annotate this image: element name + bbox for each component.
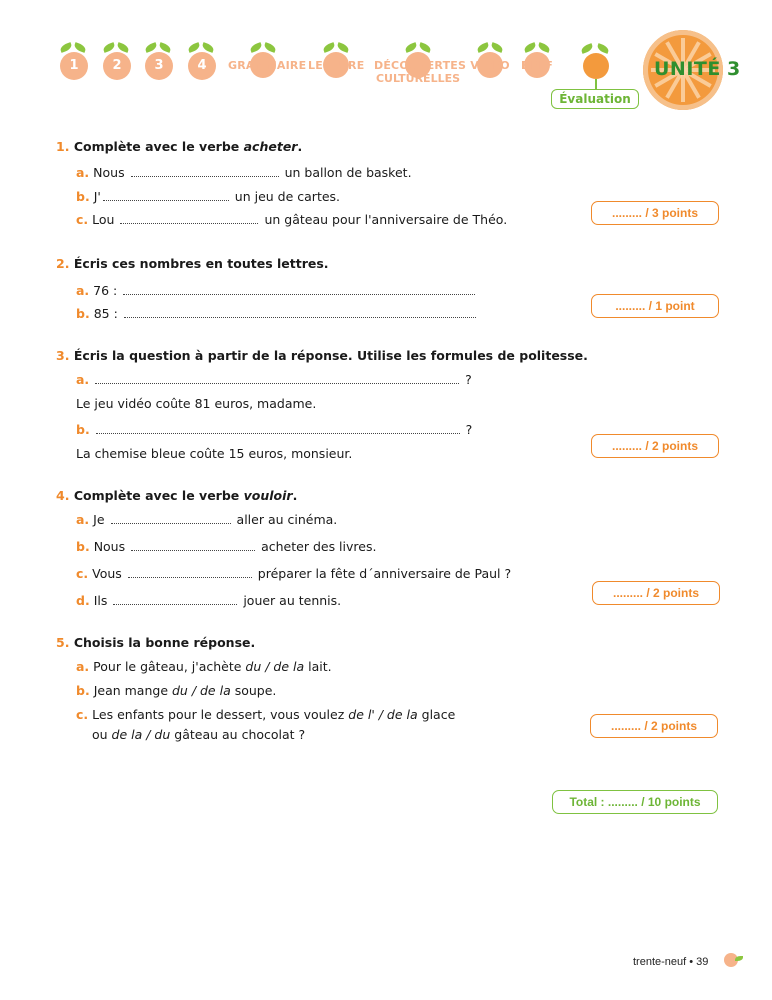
question-2b: b. 85 : — [76, 306, 478, 322]
answer-options[interactable]: de l' / de la — [348, 707, 418, 722]
question-5c-continued: ou de la / du gâteau au chocolat ? — [92, 727, 306, 742]
question-3a: a. ? — [76, 372, 472, 387]
nav-decouvertes-culturelles[interactable]: DÉCOUVERTES CULTURELLES — [374, 40, 462, 86]
question-4d: d. Ils jouer au tennis. — [76, 593, 342, 608]
answer-blank[interactable] — [111, 513, 231, 524]
question-5-title: 5. Choisis la bonne réponse. — [56, 635, 256, 650]
answer-blank[interactable] — [113, 594, 237, 605]
question-5a: a. Pour le gâteau, j'achète du / de la lait. — [76, 659, 332, 674]
answer-blank[interactable] — [123, 284, 475, 295]
nav-item-4[interactable]: 4 — [186, 40, 222, 84]
nav-video[interactable]: VIDÉO — [470, 40, 510, 86]
answer-blank[interactable] — [103, 190, 229, 201]
score-box-q5: ......... / 2 points — [590, 714, 718, 738]
question-1-title: 1. Complète avec le verbe acheter. — [56, 139, 303, 154]
question-3b: b. ? — [76, 422, 473, 437]
nav-delf[interactable]: DELF — [519, 40, 555, 86]
question-4b: b. Nous acheter des livres. — [76, 539, 377, 554]
question-3b-answer: La chemise bleue coûte 15 euros, monsieur. — [76, 446, 353, 461]
answer-blank[interactable] — [95, 373, 459, 384]
answer-blank[interactable] — [131, 166, 279, 177]
score-box-q3: ......... / 2 points — [591, 434, 719, 458]
answer-blank[interactable] — [124, 307, 476, 318]
question-2a: a. 76 : — [76, 283, 477, 299]
answer-options[interactable]: de la / du — [111, 727, 171, 742]
score-box-q1: ......... / 3 points — [591, 201, 719, 225]
unit-number: 3 — [727, 58, 741, 80]
answer-blank[interactable] — [96, 423, 460, 434]
answer-blank[interactable] — [120, 213, 258, 224]
nav-item-1[interactable]: 1 — [58, 40, 94, 84]
total-score-box: Total : ......... / 10 points — [552, 790, 718, 814]
answer-blank[interactable] — [131, 540, 255, 551]
answer-options[interactable]: du / de la — [171, 683, 231, 698]
answer-options[interactable]: du / de la — [245, 659, 305, 674]
question-1c: c. Lou un gâteau pour l'anniversaire de Théo. — [76, 212, 508, 227]
nav-item-3[interactable]: 3 — [143, 40, 179, 84]
orange-icon — [583, 53, 609, 79]
score-box-q4: ......... / 2 points — [592, 581, 720, 605]
unit-label: UNITÉ — [654, 58, 721, 80]
question-5b: b. Jean mange du / de la soupe. — [76, 683, 277, 698]
nav-grammaire[interactable]: GRAMMAIRE — [228, 40, 298, 86]
question-4a: a. Je aller au cinéma. — [76, 512, 338, 527]
question-4-title: 4. Complète avec le verbe vouloir. — [56, 488, 298, 503]
answer-blank[interactable] — [128, 567, 252, 578]
question-4c: c. Vous préparer la fête d´anniversaire de Paul ? — [76, 566, 512, 581]
evaluation-connector — [595, 79, 597, 89]
nav-lecture[interactable]: LECTURE — [308, 40, 364, 86]
question-1a: a. Nous un ballon de basket. — [76, 165, 412, 180]
leaf-icon — [735, 956, 743, 961]
nav-item-2[interactable]: 2 — [101, 40, 137, 84]
leaf-icon — [580, 43, 594, 54]
score-box-q2: ......... / 1 point — [591, 294, 719, 318]
question-5c: c. Les enfants pour le dessert, vous voulez de l' / de la glace — [76, 707, 456, 722]
question-3-title: 3. Écris la question à partir de la réponse. Utilise les formules de politesse. — [56, 348, 588, 363]
question-1b: b. J' un jeu de cartes. — [76, 189, 341, 204]
question-2-title: 2. Écris ces nombres en toutes lettres. — [56, 256, 329, 271]
page-number: trente-neuf • 39 — [633, 956, 709, 968]
question-3a-answer: Le jeu vidéo coûte 81 euros, madame. — [76, 396, 317, 411]
nav-evaluation[interactable]: Évaluation — [551, 89, 639, 109]
